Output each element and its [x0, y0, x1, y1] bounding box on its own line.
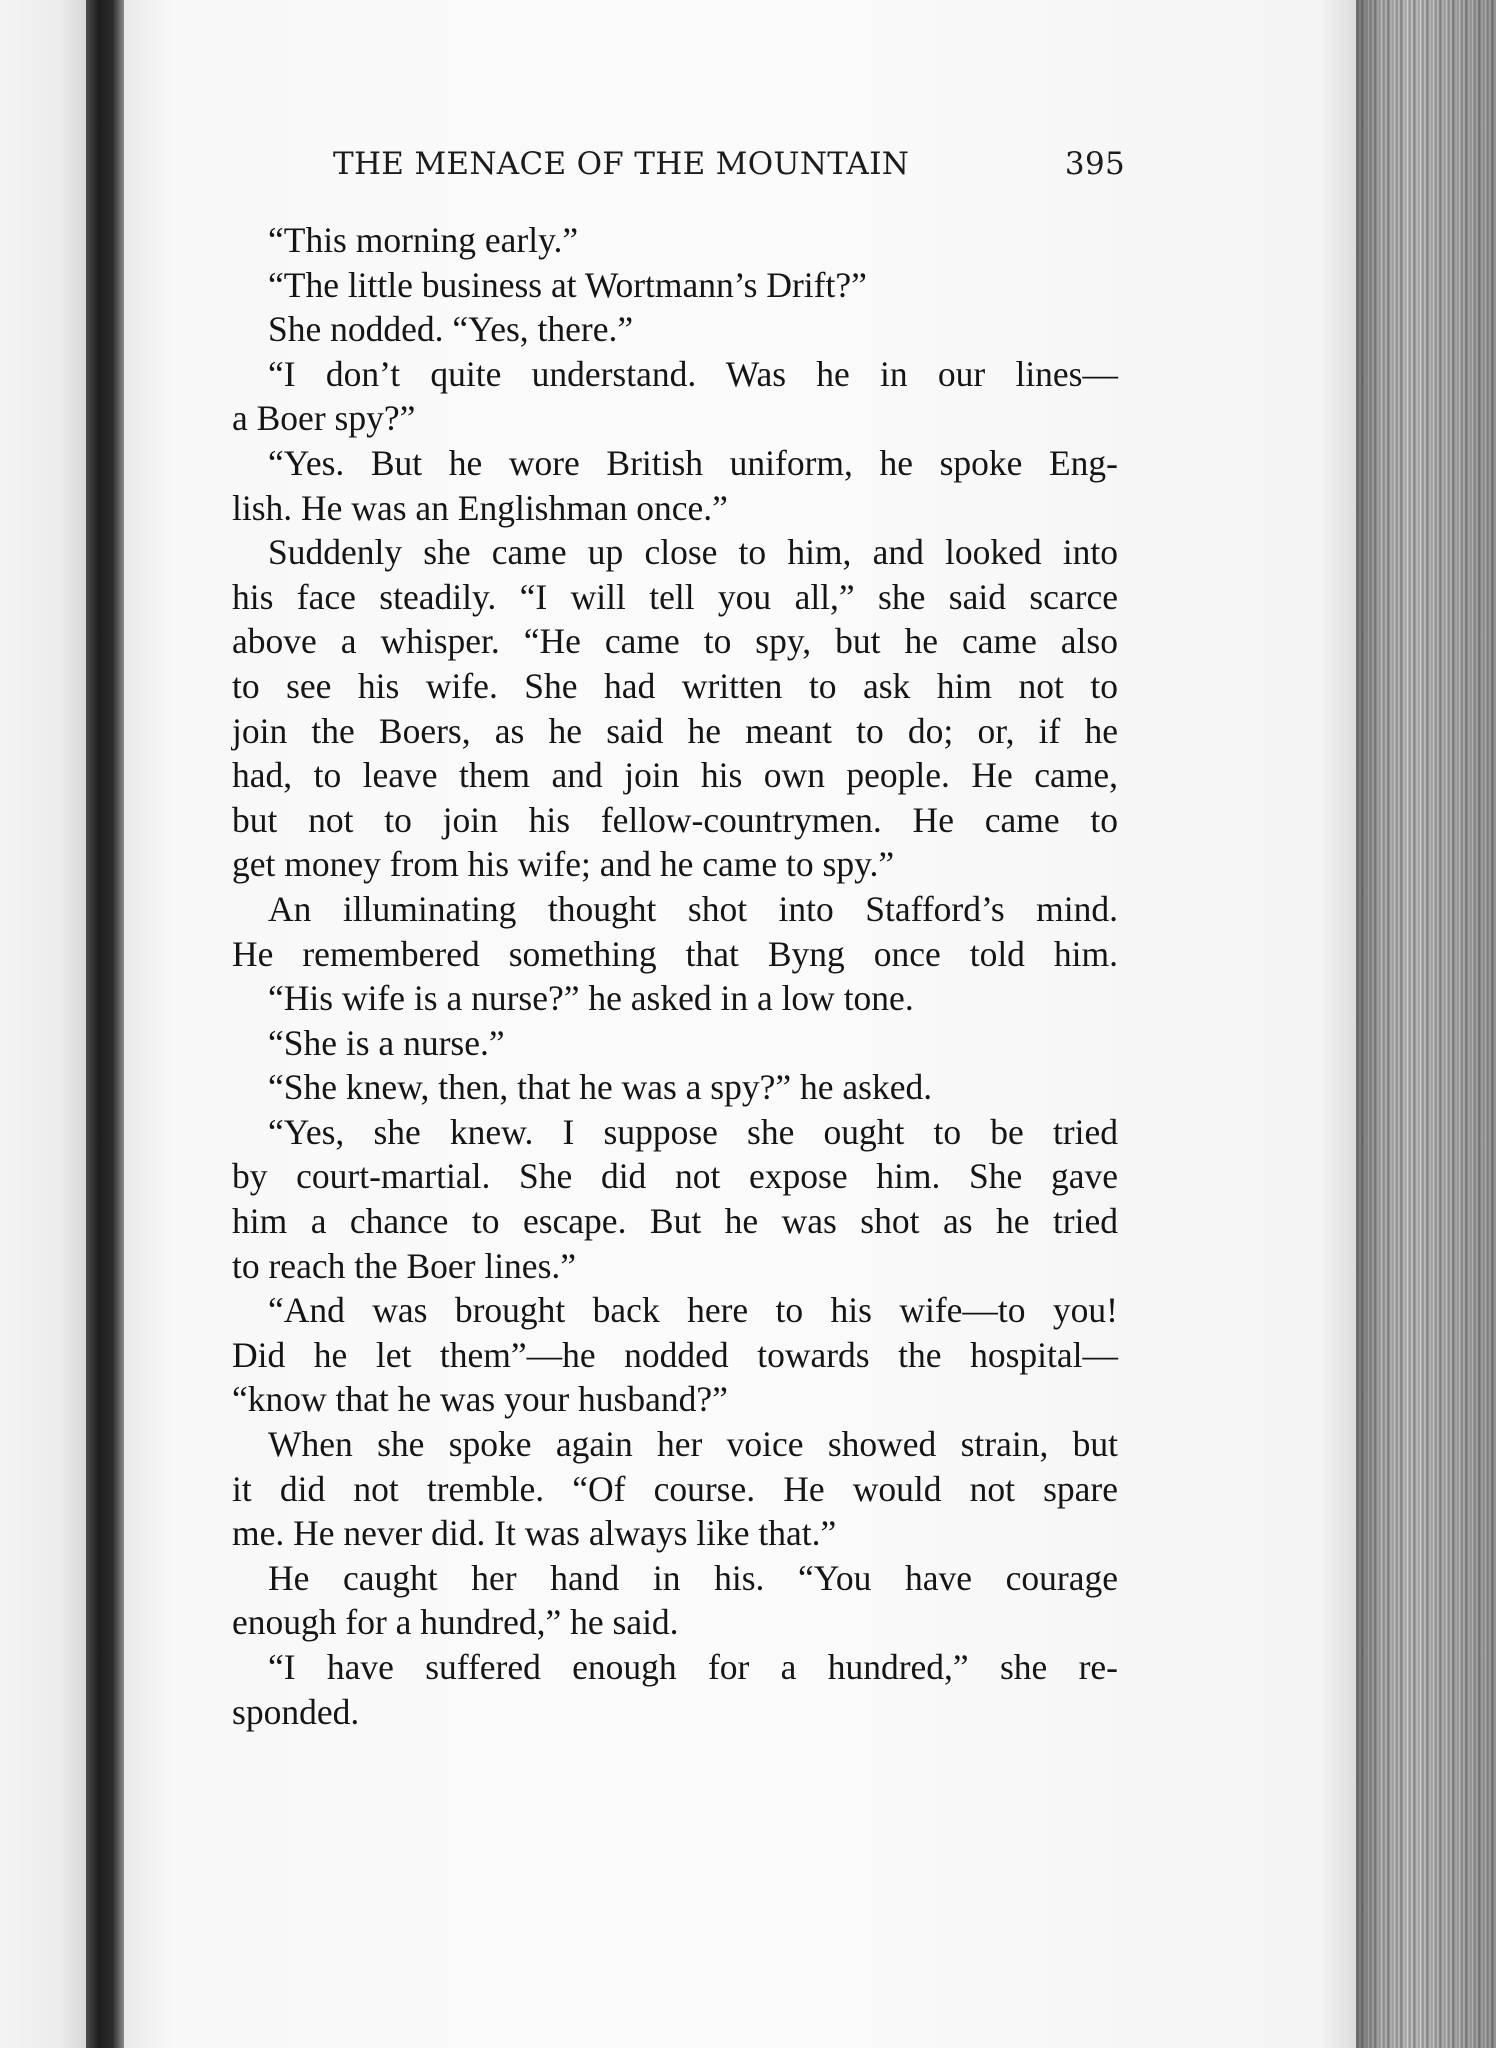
- text-line: “Yes. But he wore British uniform, he spoke Eng-: [268, 442, 1118, 483]
- text-line: Did he let them”—he nodded towards the hospital—: [232, 1334, 1118, 1375]
- text-line: him a chance to escape. But he was shot as he tried: [232, 1201, 1118, 1242]
- text-line: “His wife is a nurse?” he asked in a low tone.: [268, 978, 914, 1019]
- text-line: get money from his wife; and he came to spy.”: [232, 844, 895, 885]
- text-line: by court-martial. She did not expose him. She gave: [232, 1156, 1118, 1197]
- text-line: enough for a hundred,” he said.: [232, 1602, 679, 1643]
- text-line: it did not tremble. “Of course. He would not spare: [232, 1468, 1118, 1509]
- text-line: “I don’t quite understand. Was he in our lines—: [268, 353, 1118, 394]
- running-head: [333, 140, 1125, 190]
- left-page-edge: [0, 0, 86, 2048]
- text-line: When she spoke again her voice showed strain, but: [268, 1424, 1118, 1465]
- text-line: “This morning early.”: [268, 220, 579, 260]
- body-text: [232, 218, 1118, 1734]
- text-line: An illuminating thought shot into Stafford’s mind.: [268, 888, 1118, 929]
- text-line: lish. He was an Englishman once.”: [232, 487, 728, 528]
- page-edges: [1356, 0, 1496, 2048]
- text-line: He caught her hand in his. “You have courage: [268, 1557, 1118, 1598]
- text-line: had, to leave them and join his own people. He came,: [232, 755, 1118, 796]
- text-line: join the Boers, as he said he meant to do; or, if he: [232, 710, 1118, 751]
- text-line: to reach the Boer lines.”: [232, 1245, 577, 1286]
- text-line: above a whisper. “He came to spy, but he came also: [232, 621, 1118, 662]
- text-line: me. He never did. It was always like that.”: [232, 1513, 837, 1554]
- text-line: “know that he was your husband?”: [232, 1379, 728, 1420]
- text-line: a Boer spy?”: [232, 398, 416, 439]
- text-line: Suddenly she came up close to him, and looked into: [268, 532, 1118, 573]
- page-number: 395: [1064, 146, 1125, 182]
- text-line: She nodded. “Yes, there.”: [268, 309, 634, 350]
- text-line: to see his wife. She had written to ask him not to: [232, 665, 1118, 706]
- text-line: He remembered something that Byng once told him.: [232, 933, 1118, 974]
- text-line: “The little business at Wortmann’s Drift?”: [268, 264, 867, 305]
- text-line: “She knew, then, that he was a spy?” he asked.: [268, 1067, 933, 1108]
- text-line: “She is a nurse.”: [268, 1022, 505, 1063]
- text-line: sponded.: [232, 1691, 360, 1732]
- book-gutter: [86, 0, 124, 2048]
- text-line: but not to join his fellow-countrymen. He came to: [232, 799, 1118, 840]
- text-line: “And was brought back here to his wife—to you!: [268, 1290, 1118, 1331]
- running-head-title: THE MENACE OF THE MOUNTAIN: [333, 146, 910, 182]
- text-line: “Yes, she knew. I suppose she ought to be tried: [268, 1111, 1118, 1152]
- text-line: his face steadily. “I will tell you all,” she said scarce: [232, 576, 1118, 617]
- text-line: “I have suffered enough for a hundred,” she re-: [268, 1647, 1118, 1687]
